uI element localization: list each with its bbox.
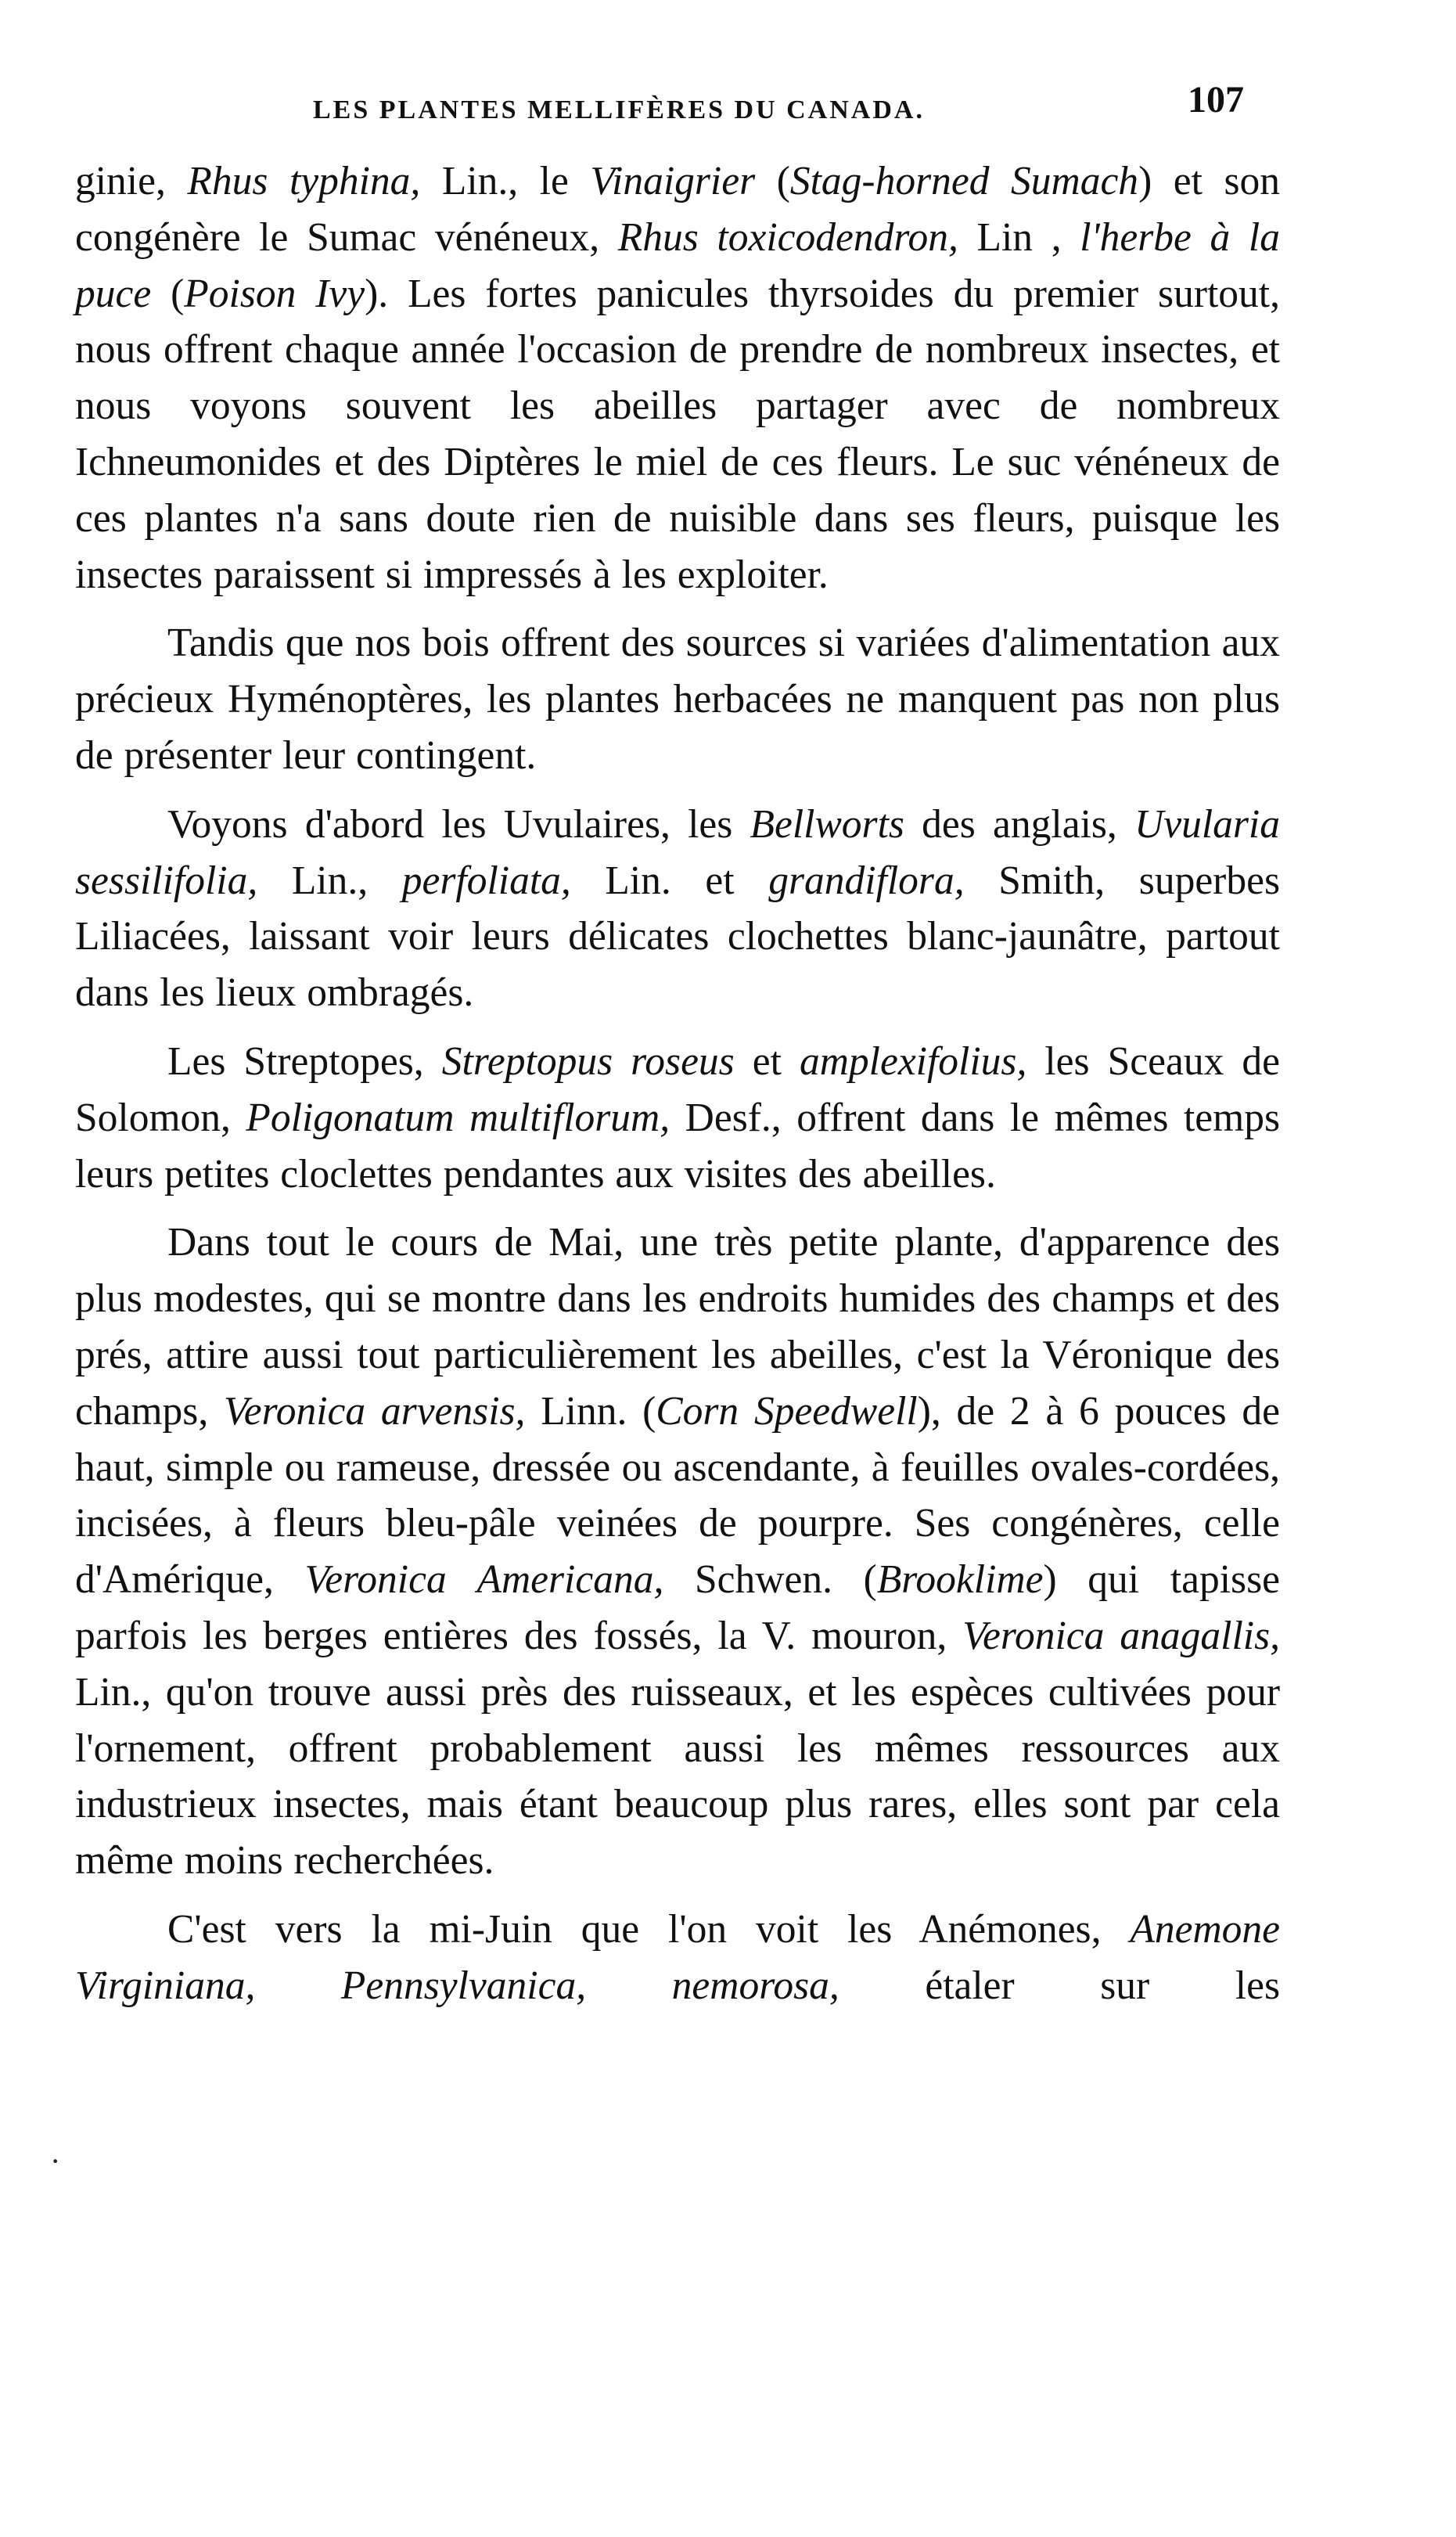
text-run: étaler sur les [839, 1963, 1281, 2008]
italic-text: Rhus toxicodendron, [617, 214, 958, 260]
text-run: Desf., offrent dans le mêmes temps leurs petites cloclettes pendantes aux visites des abeilles. [75, 1095, 1280, 1197]
page-header [0, 72, 1456, 135]
italic-text: Bellworts [750, 801, 904, 847]
page-number: 107 [1188, 79, 1244, 121]
italic-text: Vinaigrier [590, 159, 756, 203]
italic-text: Veronica arvensis, [223, 1388, 526, 1434]
italic-text: Poligonatum multiflorum, [246, 1095, 670, 1140]
running-title: LES PLANTES MELLIFÈRES DU CANADA. [313, 95, 925, 124]
text-run: C'est vers la mi-Juin que l'on voit les Anémones, [167, 1906, 1131, 1952]
text-run: et [734, 1038, 800, 1084]
text-run: Lin. et [570, 858, 769, 903]
text-run: Tandis que nos bois offrent des sources si variées d'alimentation aux précieux Hyménoptères, les plantes herbacées ne manquent pas non plus de présenter leur contingent. [75, 621, 1280, 778]
paragraph [75, 153, 1280, 603]
italic-text: Veronica Americana, [304, 1557, 664, 1603]
text-run: ), de 2 à 6 pouces de haut, simple ou rameuse, dressée ou ascendante, à feuilles ovales-cordées, incisées, à fleurs bleu-pâle veinées de pourpre. Ses congénères, celle d'Amérique, [75, 1388, 1281, 1603]
italic-text: Veronica anagallis, [962, 1613, 1281, 1658]
paragraph [75, 1215, 1280, 1889]
text-run: Lin., qu'on trouve aussi près des ruisseaux, et les espèces cultivées pour l'ornement, offrent probablement aussi les mêmes ressources aux industrieux insectes, mais étant beaucoup plus rares, elles sont par cela même moins recherchées. [75, 1669, 1280, 1884]
text-run: ) qui tapisse parfois les berges entières des fossés, la V. mouron, [75, 1557, 1280, 1658]
text-run: ( [151, 271, 185, 316]
paragraph [75, 615, 1280, 783]
italic-text: amplexifolius, [799, 1038, 1027, 1084]
text-run: ) et son congénère le Sumac vénéneux, [75, 159, 1281, 260]
paragraph [75, 797, 1280, 1021]
italic-text: Brooklime [876, 1557, 1044, 1603]
italic-text: Stag-horned Sumach [789, 159, 1139, 203]
text-run: les Sceaux de Solomon, [75, 1038, 1280, 1140]
text-run: Dans tout le cours de Mai, une très petite plante, d'apparence des plus modestes, qui se montre dans les endroits humides des champs et des prés, attire aussi tout particulièrement les abeilles, c'est la Véronique des champs, [75, 1220, 1280, 1434]
text-run: Les Streptopes, [167, 1038, 442, 1084]
italic-text: Corn Speedwell [656, 1388, 918, 1434]
text-run: ( [755, 159, 790, 203]
paragraph [75, 1902, 1280, 2014]
italic-text: l'herbe à la puce [75, 214, 1280, 316]
text-run: Voyons d'abord les Uvulaires, les [167, 801, 750, 847]
margin-mark: · [50, 2143, 61, 2179]
italic-text: grandiflora, [768, 858, 965, 903]
text-run: ginie, [75, 159, 188, 203]
text-run: Smith, superbes Liliacées, laissant voir leurs délicates clochettes blanc-jaunâtre, partout dans les lieux ombragés. [75, 858, 1280, 1016]
text-run: ). Les fortes panicules thyrsoides du premier surtout, nous offrent chaque année l'occasion de prendre de nombreux insectes, et nous voyons souvent les abeilles partager avec de nombreux Ichneumonides et des Diptères le miel de ces fleurs. Le suc vénéneux de ces plantes n'a sans doute rien de nuisible dans ses fleurs, puisque les insectes paraissent si impressés à les exploiter. [75, 271, 1280, 597]
text-run: Lin , [958, 214, 1080, 260]
italic-text: Streptopus roseus [441, 1038, 735, 1084]
paragraph [75, 1034, 1280, 1202]
italic-text: perfoliata, [401, 858, 571, 903]
italic-text: Poison Ivy [184, 271, 365, 316]
text-run: Lin., le [420, 159, 591, 203]
text-run: Lin., [257, 858, 402, 903]
text-run: Schwen. ( [663, 1557, 877, 1603]
italic-text: Uvularia sessilifolia, [75, 801, 1280, 903]
italic-text: Anemone Virginiana, Pennsylvanica, nemorosa, [75, 1906, 1280, 2008]
body-text [75, 153, 1280, 2027]
text-run: Linn. ( [525, 1388, 656, 1434]
text-run: des anglais, [904, 801, 1135, 847]
italic-text: Rhus typhina, [187, 159, 421, 203]
